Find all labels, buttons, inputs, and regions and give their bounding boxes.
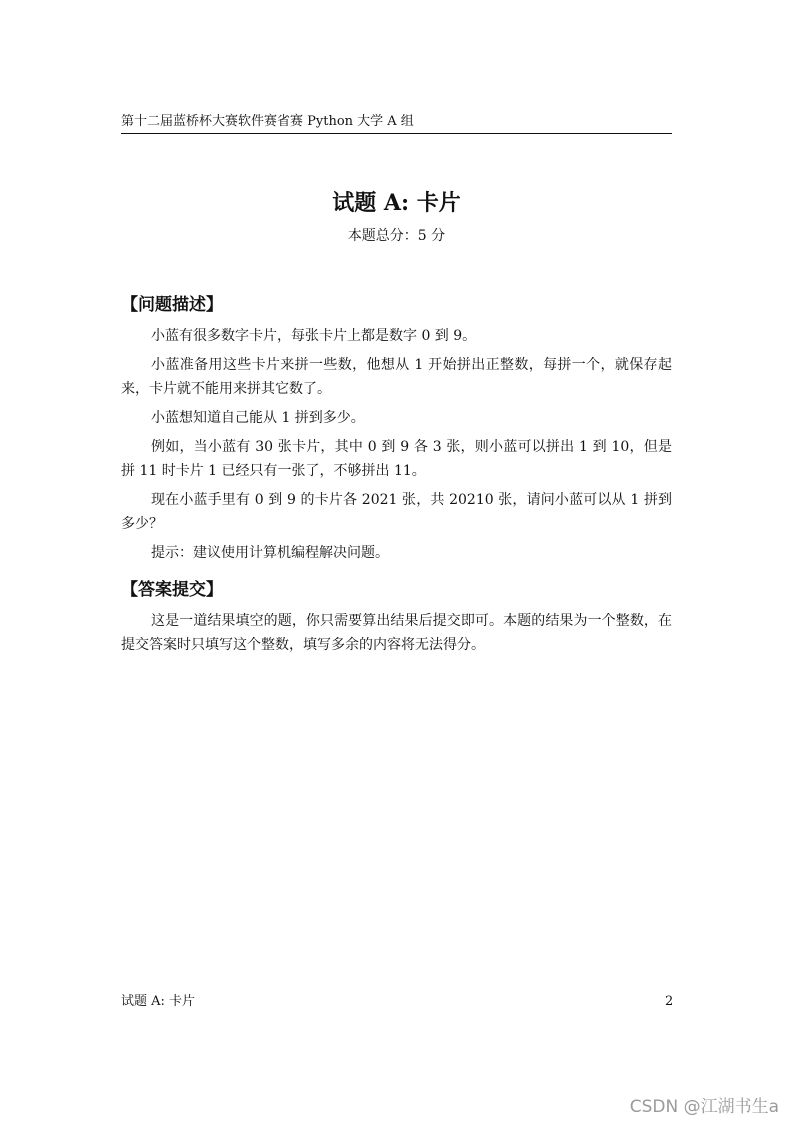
description-paragraph: 提示：建议使用计算机编程解决问题。 [151,545,389,561]
description-paragraph: 小蓝有很多数字卡片，每张卡片上都是数字 0 到 9。 [151,328,477,344]
title-block [121,188,672,246]
problem-content [121,292,672,662]
watermark: CSDN @江湖书生a [629,1097,779,1117]
problem-score: 本题总分：5 分 [347,228,446,244]
running-header: 第十二届蓝桥杯大赛软件赛省赛 Python 大学 A 组 [121,113,672,134]
section-heading-description: 【问题描述】 [121,295,223,315]
problem-title: 试题 A: 卡片 [332,190,461,216]
section-heading-submission: 【答案提交】 [121,580,223,600]
submission-paragraph: 这是一道结果填空的题，你只需要算出结果后提交即可。本题的结果为一个整数，在提交答案时只填写这个整数，填写多余的内容将无法得分。 [121,613,672,653]
page-number: 2 [665,994,674,1009]
description-paragraph: 现在小蓝手里有 0 到 9 的卡片各 2021 张，共 20210 张，请问小蓝可以从 1 拼到多少？ [121,492,672,532]
description-paragraph: 例如，当小蓝有 30 张卡片，其中 0 到 9 各 3 张，则小蓝可以拼出 1 到 10，但是拼 11 时卡片 1 已经只有一张了，不够拼出 11。 [121,439,672,479]
description-paragraph: 小蓝准备用这些卡片来拼一些数，他想从 1 开始拼出正整数，每拼一个，就保存起来，卡片就不能用来拼其它数了。 [121,357,672,397]
description-paragraph: 小蓝想知道自己能从 1 拼到多少。 [151,410,365,426]
running-footer-title: 试题 A: 卡片 [121,994,196,1009]
